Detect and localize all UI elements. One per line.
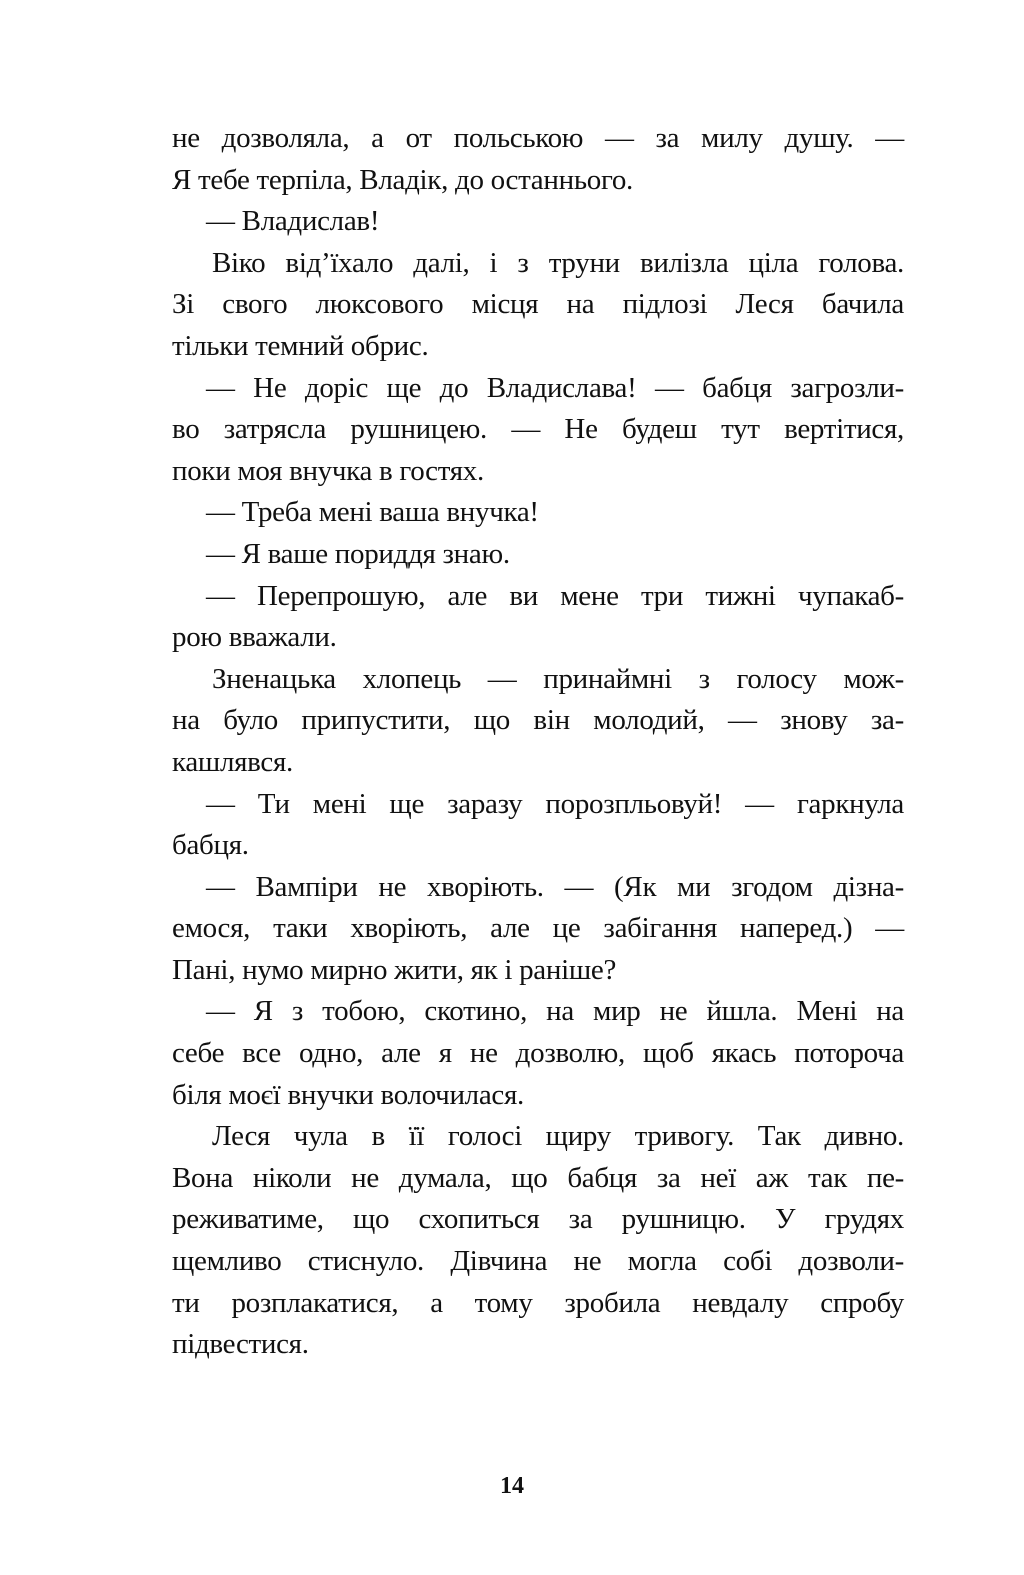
text-line: Пані, нумо мирно жити, як і раніше? xyxy=(172,953,617,986)
text-line: тільки темний обрис. xyxy=(172,329,429,362)
text-line: Я тебе терпіла, Владік, до останнього. xyxy=(172,163,633,196)
text-line: реживатиме, що схопиться за рушницю. У грудях xyxy=(172,1203,904,1236)
text-line: бабця. xyxy=(172,829,249,862)
page-number: 14 xyxy=(500,1473,524,1499)
text-line: — Я з тобою, скотино, на мир не йшла. Мені на xyxy=(206,995,904,1028)
text-line: — Не доріс ще до Владислава! — бабця загрозли- xyxy=(206,371,904,404)
text-line: — Вампіри не хворіють. — (Як ми згодом дізна- xyxy=(206,870,904,903)
text-line: біля моєї внучки волочилася. xyxy=(172,1078,524,1111)
text-line: Зі свого люксового місця на підлозі Леся бачила xyxy=(172,288,904,321)
text-line: щемливо стиснуло. Дівчина не могла собі дозволи- xyxy=(172,1245,904,1278)
text-line: підвестися. xyxy=(172,1328,309,1361)
text-line: себе все одно, але я не дозволю, щоб якась потороча xyxy=(172,1037,904,1070)
text-line: — Ти мені ще заразу порозпльовуй! — гаркнула xyxy=(206,787,904,820)
text-line: — Владислав! xyxy=(206,205,380,238)
text-line: Вона ніколи не думала, що бабця за неї аж так пе- xyxy=(172,1161,904,1194)
text-line: на було припустити, що він молодий, — знову за- xyxy=(172,704,904,737)
text-line: емося, таки хворіють, але це забігання наперед.) — xyxy=(172,912,904,945)
text-line: Леся чула в її голосі щиру тривогу. Так дивно. xyxy=(212,1120,904,1153)
text-line: не дозволяла, а от польською — за милу душу. — xyxy=(172,122,904,154)
text-line: рою вважали. xyxy=(172,621,337,654)
book-page-body xyxy=(172,118,904,1366)
text-line: — Треба мені ваша внучка! xyxy=(206,496,539,529)
text-line: Віко від’їхало далі, і з труни вилізла ціла голова. xyxy=(212,246,904,279)
text-line: кашлявся. xyxy=(172,745,293,778)
text-line: — Я ваше пориддя знаю. xyxy=(206,537,510,570)
text-line: — Перепрошую, але ви мене три тижні чупакаб- xyxy=(206,579,904,612)
text-line: ти розплакатися, а тому зробила невдалу спробу xyxy=(172,1286,904,1319)
text-line: Зненацька хлопець — принаймні з голосу мож- xyxy=(212,662,904,695)
text-line: поки моя внучка в гостях. xyxy=(172,454,484,487)
text-line: во затрясла рушницею. — Не будеш тут вертітися, xyxy=(172,413,904,446)
